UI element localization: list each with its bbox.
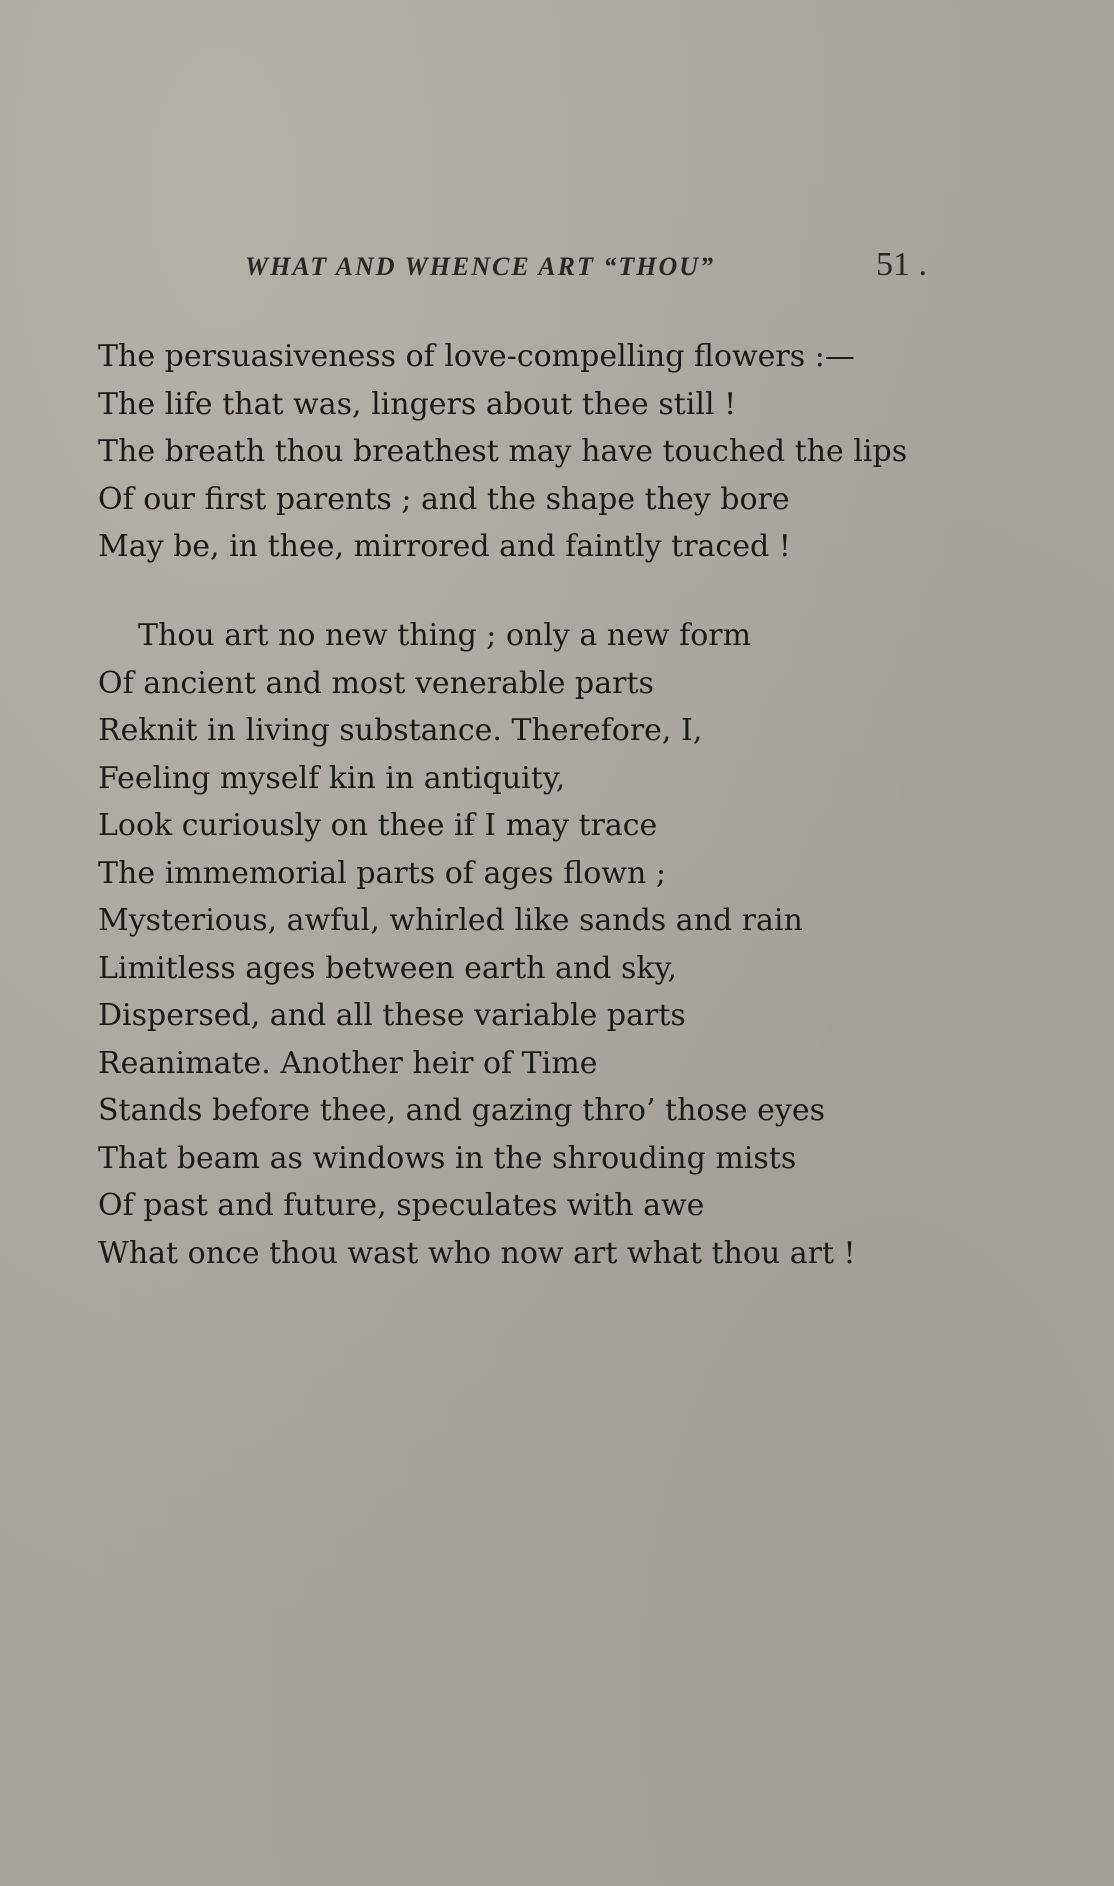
poem-line: Feeling myself kin in antiquity, [98, 760, 566, 796]
poem-line: Reanimate. Another heir of Time [98, 1045, 598, 1081]
page-number: 51 . [876, 246, 927, 283]
poem-line: That beam as windows in the shrouding mists [98, 1140, 797, 1176]
poem-line: May be, in thee, mirrored and faintly traced ! [98, 529, 791, 564]
poem-line: What once thou wast who now art what thou art ! [98, 1235, 856, 1271]
stanza-1 [98, 333, 907, 571]
poem-line: Thou art no new thing ; only a new form [138, 618, 752, 653]
poem-line: Of ancient and most venerable parts [98, 665, 654, 701]
poem-line: Mysterious, awful, whirled like sands and rain [98, 903, 803, 938]
poem-line: Of our first parents ; and the shape they bore [98, 481, 790, 517]
poem-line: Stands before thee, and gazing thro’ those eyes [98, 1093, 825, 1128]
poem-line: The immemorial parts of ages flown ; [98, 855, 666, 891]
running-header: WHAT AND WHENCE ART “THOU” [245, 252, 715, 281]
poem-line: The breath thou breathest may have touched the lips [98, 434, 908, 469]
poem-line: Reknit in living substance. Therefore, I, [98, 713, 703, 748]
poem-line: Limitless ages between earth and sky, [98, 950, 678, 986]
poem-line: Dispersed, and all these variable parts [98, 998, 686, 1033]
poem-line: Look curiously on thee if I may trace [98, 808, 658, 843]
poem-line: The life that was, lingers about thee still ! [98, 386, 737, 422]
poem-line: The persuasiveness of love-compelling flowers :— [98, 339, 855, 374]
poem-line: Of past and future, speculates with awe [98, 1188, 705, 1223]
stanza-2 [98, 612, 856, 1277]
